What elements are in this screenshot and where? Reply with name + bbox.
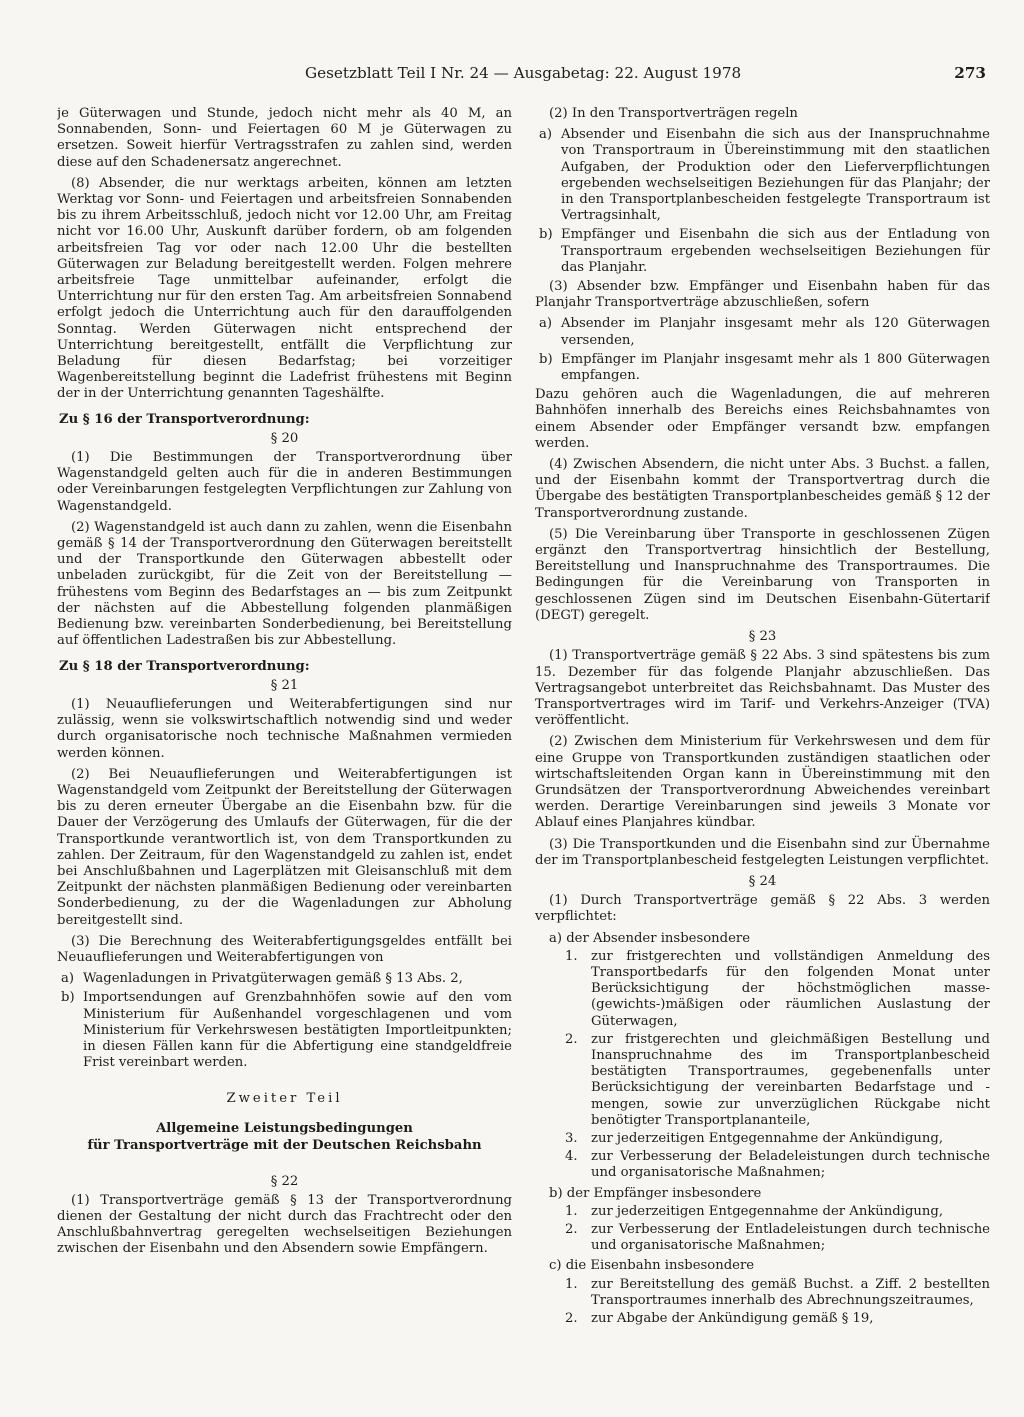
list-label: b) bbox=[61, 990, 75, 1006]
list-label: 1. bbox=[565, 1276, 578, 1292]
list-item bbox=[565, 1149, 990, 1181]
list-item bbox=[57, 990, 512, 1071]
paragraph: Dazu gehören auch die Wagenladungen, die auf mehreren Bahnhöfen innerhalb des Bereichs eines Reichsbahnamtes von einem Absender oder Empfänger versandt bzw. empfangen werden. bbox=[535, 387, 990, 451]
paragraph: (2) Zwischen dem Ministerium für Verkehrswesen und dem für eine Gruppe von Transportkunden zuständigen staatlichen oder wirtschaftsleitenden Organ kann in Übereinstimmung mit den Grundsätzen der Transportverordnung Abweichendes vereinbart werden. Derartige Vereinbarungen sind jeweils 3 Monate vor Ablauf eines Planjahres kündbar. bbox=[535, 734, 990, 831]
paragraph: (1) Die Bestimmungen der Transportverordnung über Wagenstandgeld gelten auch für die in anderen Bestimmungen oder Vereinbarungen festgelegten Verpflichtungen zur Zahlung von Wagenstandgeld. bbox=[57, 450, 512, 514]
paragraph: (2) Bei Neuauflieferungen und Weiterabfertigungen ist Wagenstandgeld vom Zeitpunkt der Bereitstellung der Güterwagen bis zu deren erneuter Übergabe an die Eisenbahn bzw. für die Dauer der Verzögerung des Umlaufs der Güterwagen, für die der Transportkunde verantwortlich ist, von dem Transportkunden zu zahlen. Der Zeitraum, für den Wagenstandgeld zu zahlen ist, endet bei Anschlußbahnen und Lagerplätzen mit Gleisanschluß mit dem Zeitpunkt der nächsten planmäßigen Bedienung oder vereinbarten Sonderbedienung, zu der die Wagenladungen zur Abholung bereitgestellt sind. bbox=[57, 766, 512, 928]
paragraph: (1) Neuauflieferungen und Weiterabfertigungen sind nur zulässig, wenn sie volkswirtschaftlich notwendig sind und weder durch organisatorische noch technische Maßnahmen vermieden werden können. bbox=[57, 696, 512, 761]
left-column bbox=[57, 106, 512, 1396]
section-heading: Zu § 16 der Transportverordnung: bbox=[59, 411, 310, 427]
list-item bbox=[57, 971, 512, 987]
list-label: 3. bbox=[565, 1130, 578, 1146]
list-group-heading: b) der Empfänger insbesondere bbox=[549, 1185, 762, 1201]
paragraph: (2) In den Transportverträgen regeln bbox=[549, 106, 798, 121]
paragraph: (5) Die Vereinbarung über Transporte in geschlossenen Zügen ergänzt den Transportvertrag hinsichtlich der Bestellung, Bereitstellung und Inanspruchnahme des Transportraumes. Die Bedingungen für die Vereinbarung von Transporten in geschlossenen Zügen sind im Deutschen Eisenbahn-Gütertarif (DEGT) geregelt. bbox=[535, 526, 990, 623]
paragraph: (3) Die Transportkunden und die Eisenbahn sind zur Übernahme der im Transportplanbescheid festgelegten Leistungen verpflichtet. bbox=[535, 836, 990, 868]
list-item bbox=[565, 1277, 990, 1309]
section-heading: Zu § 18 der Transportverordnung: bbox=[59, 658, 310, 674]
list-text: zur jederzeitigen Entgegennahme der Ankündigung, bbox=[591, 1130, 944, 1146]
list-item bbox=[535, 316, 990, 348]
list-label: a) bbox=[539, 127, 553, 143]
paragraph: (8) Absender, die nur werktags arbeiten, können am letzten Werktag vor Sonn- und Feiertagen und arbeitsfreien Sonnabenden bis zu ihrem Arbeitsschluß, jedoch nicht vor 12.00 Uhr, am Freitag nicht vor 16.00 Uhr, Auskunft darüber fordern, ob am folgenden arbeitsfreien Tag vor oder nach 12.00 Uhr die bestellten Güterwagen zur Beladung bereitgestellt werden. Folgen mehrere arbeitsfreie Tage unmittelbar aufeinander, erfolgt die Unterrichtung nur für den ersten Tag. Am arbeitsfreien Sonnabend erfolgt jedoch die Unterrichtung auch für den darauffolgenden Sonntag. Werden Güterwagen nicht entsprechend der Unterrichtung bereitgestellt, entfällt die Verpflichtung zur Beladung für diesen Bedarfstag; bei vorzeitiger Wagenbereitstellung beginnt die Ladefrist frühestens mit Beginn der in der Unterrichtung genannten Tageshälfte. bbox=[57, 175, 512, 402]
list-item bbox=[565, 1222, 990, 1254]
paragraph-number: § 22 bbox=[270, 1173, 299, 1189]
part-title-line: für Transportverträge mit der Deutschen Reichsbahn bbox=[87, 1137, 482, 1153]
paragraph: (2) Wagenstandgeld ist auch dann zu zahlen, wenn die Eisenbahn gemäß § 14 der Transportverordnung den Güterwagen bereitstellt und der Transportkunde den Güterwagen abbestellt oder unbeladen zurückgibt, für die Zeit von der Bereitstellung — frühestens vom Beginn des Bedarfstages an — bis zum Zeitpunkt der nächsten auf die Abbestellung folgenden planmäßigen Bedienung bzw. vereinbarten Sonderbedienung, bei Bereitstellung auf öffentlichen Ladestraßen bis zur Abbestellung. bbox=[57, 519, 512, 649]
list-label: a) bbox=[61, 971, 75, 987]
list-text: zur fristgerechten und gleichmäßigen Bestellung und Inanspruchnahme des im Transportplanbescheid bestätigten Transportraumes, gegebenenfalls unter Berücksichtigung der vereinbarten Bedarfstage und -mengen, sowie zur unverzüglichen Rückgabe nicht benötigter Transportplananteile, bbox=[591, 1031, 990, 1128]
list-item bbox=[565, 1311, 990, 1327]
paragraph: (1) Transportverträge gemäß § 22 Abs. 3 sind spätestens bis zum 15. Dezember für das folgende Planjahr abzuschließen. Das Vertragsangebot unterbreitet das Reichsbahnamt. Das Muster des Transportvertrages wird im Tarif- und Verkehrs-Anzeiger (TVA) veröffentlicht. bbox=[535, 648, 990, 729]
part-title bbox=[57, 1120, 512, 1154]
page-header bbox=[55, 62, 990, 84]
list-text: zur jederzeitigen Entgegennahme der Ankündigung, bbox=[591, 1203, 944, 1219]
list-label: 2. bbox=[565, 1222, 578, 1237]
paragraph: (1) Transportverträge gemäß § 13 der Transportverordnung dienen der Gestaltung der nicht durch das Frachtrecht oder den Anschlußbahnvertrag geregelten wechselseitigen Beziehungen zwischen der Eisenbahn und den Absendern sowie Empfängern. bbox=[57, 1192, 512, 1257]
list-text: zur Verbesserung der Beladeleistungen durch technische und organisatorische Maßnahmen; bbox=[591, 1149, 990, 1181]
list-text: Empfänger und Eisenbahn die sich aus der Entladung von Transportraum ergebenden wechselseitigen Beziehungen für das Planjahr. bbox=[561, 227, 990, 275]
list-item bbox=[565, 1131, 990, 1147]
part-heading: Zweiter Teil bbox=[226, 1091, 343, 1107]
list-text: Empfänger im Planjahr insgesamt mehr als 1 800 Güterwagen empfangen. bbox=[561, 351, 990, 384]
list-text: zur Bereitstellung des gemäß Buchst. a Ziff. 2 bestellten Transportraumes innerhalb des Abrechnungszeitraumes, bbox=[591, 1276, 990, 1308]
list-label: 1. bbox=[565, 1203, 578, 1219]
paragraph: (3) Die Berechnung des Weiterabfertigungsgeldes entfällt bei Neuauflieferungen und Weiterabfertigungen von bbox=[57, 933, 512, 965]
right-column bbox=[535, 106, 990, 1396]
list-text: Importsendungen auf Grenzbahnhöfen sowie auf den vom Ministerium für Außenhandel vorgeschlagenen und vom Ministerium für Verkehrswesen bestätigten Importleitpunkten; in diesen Fällen kann für die Abfertigung eine standgeldfreie Frist vereinbart werden. bbox=[83, 990, 512, 1071]
paragraph-number: § 23 bbox=[748, 629, 777, 645]
list-label: 1. bbox=[565, 948, 578, 964]
paragraph-number: § 24 bbox=[748, 873, 777, 889]
list-text: zur Abgabe der Ankündigung gemäß § 19, bbox=[591, 1311, 874, 1327]
list-label: 2. bbox=[565, 1031, 578, 1047]
list-text: zur Verbesserung der Entladeleistungen durch technische und organisatorische Maßnahmen; bbox=[591, 1222, 990, 1254]
list-item bbox=[565, 1204, 990, 1220]
header-title: Gesetzblatt Teil I Nr. 24 — Ausgabetag: 22. August 1978 bbox=[305, 64, 742, 82]
list-item bbox=[535, 227, 990, 276]
page-number: 273 bbox=[954, 64, 986, 82]
part-title-line: Allgemeine Leistungsbedingungen bbox=[156, 1120, 413, 1136]
list-text: zur fristgerechten und vollständigen Anmeldung des Transportbedarfs für den folgenden Monat unter Berücksichtigung der höchstmöglichen masse-(gewichts-)mäßigen oder räumlichen Auslastung der Güterwagen, bbox=[591, 948, 990, 1029]
paragraph-number: § 20 bbox=[270, 430, 299, 446]
list-text: Absender im Planjahr insgesamt mehr als 120 Güterwagen versenden, bbox=[561, 316, 990, 348]
list-item bbox=[565, 1032, 990, 1129]
paragraph: (3) Absender bzw. Empfänger und Eisenbahn haben für das Planjahr Transportverträge abzuschließen, sofern bbox=[535, 279, 990, 311]
list-label: 2. bbox=[565, 1311, 578, 1327]
paragraph: (4) Zwischen Absendern, die nicht unter Abs. 3 Buchst. a fallen, und der Eisenbahn kommt der Transportvertrag durch die Übergabe des bestätigten Transportplanbescheides gemäß § 12 der Transportverordnung zustande. bbox=[535, 457, 990, 521]
list-group-heading: a) der Absender insbesondere bbox=[549, 930, 750, 946]
list-label: 4. bbox=[565, 1149, 578, 1165]
list-text: Absender und Eisenbahn die sich aus der Inanspruchnahme von Transportraum in Übereinstimmung mit den staatlichen Aufgaben, der Produktion oder den Lieferverpflichtungen ergebenden wechselseitigen Beziehungen für das Planjahr; der in den Transportplanbescheiden festgelegte Transportraum ist Vertragsinhalt, bbox=[561, 127, 990, 224]
paragraph: (1) Durch Transportverträge gemäß § 22 Abs. 3 werden verpflichtet: bbox=[535, 893, 990, 925]
paragraph: je Güterwagen und Stunde, jedoch nicht mehr als 40 M, an Sonnabenden, Sonn- und Feiertagen 60 M je Güterwagen zu ersetzen. Soweit hierfür Vertragsstrafen zu zahlen sind, werden diese auf den Schadenersatz angerechnet. bbox=[57, 106, 512, 170]
list-group-heading: c) die Eisenbahn insbesondere bbox=[549, 1258, 755, 1274]
paragraph-number: § 21 bbox=[270, 677, 299, 693]
list-item bbox=[535, 127, 990, 224]
list-item bbox=[535, 352, 990, 384]
list-label: b) bbox=[539, 351, 553, 367]
list-label: a) bbox=[539, 316, 553, 332]
list-label: b) bbox=[539, 227, 553, 243]
list-item bbox=[565, 949, 990, 1030]
list-text: Wagenladungen in Privatgüterwagen gemäß § 13 Abs. 2, bbox=[83, 971, 463, 987]
